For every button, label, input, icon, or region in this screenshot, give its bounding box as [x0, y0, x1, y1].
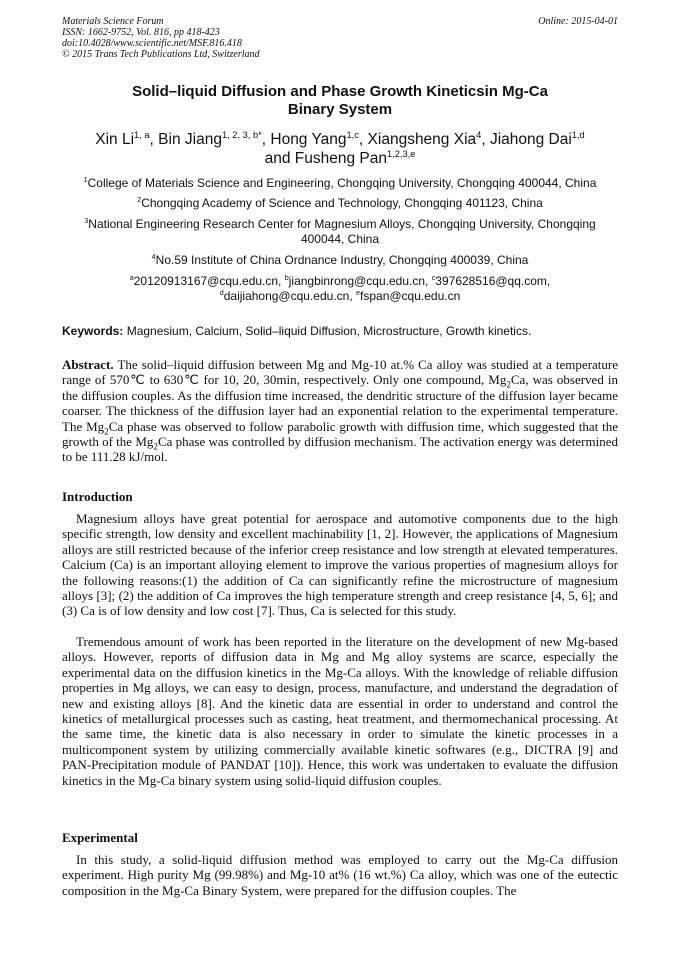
- email-address[interactable]: jiangbinrong@cqu.edu.cn,: [288, 274, 429, 288]
- affiliation-mark: 2: [137, 195, 142, 204]
- affiliation-3: [62, 217, 618, 247]
- author-affil-mark: 1, 2, 3, b*: [221, 129, 262, 140]
- author-affil-mark: 1,d: [571, 129, 585, 140]
- section-heading-experimental: Experimental: [62, 830, 138, 845]
- email-address[interactable]: daijiahong@cqu.edu.cn,: [223, 289, 353, 303]
- title-line-1: Solid–liquid Diffusion and Phase Growth Kineticsin Mg-Ca: [132, 83, 548, 100]
- subscript: 2: [506, 380, 511, 390]
- author-name: Jiahong Dai: [489, 131, 572, 148]
- introduction-paragraph-2: Tremendous amount of work has been reported in the literature on the development of new Mg-based alloys. However, reports of diffusion data in Mg and Mg alloy systems are scarce, especially the experimental data on the diffusion kinetics in the Mg-Ca alloys. With the knowledge of reliable diffusion properties in Mg alloys, we can easy to design, process, manufacture, and understand the degradation of new and existing alloys [8]. And the kinetic data are essential in order to understand and control the kinetics of metallurgical processes such as casting, heat treatment, and thermomechanical processing. At the same time, the kinetic data is also necessary in order to simulate the kinetic processes in a multicomponent system by utilizing commercially available kinetic softwares (e.g., DICTRA [9] and PAN-Precipitation module of PANDAT [10]). Hence, this work was undertaken to evaluate the diffusion kinetics in the Mg-Ca binary system using solid-liquid diffusion couples.: [62, 634, 618, 788]
- introduction-paragraph-1: Magnesium alloys have great potential for aerospace and automotive components due to the high specific strength, low density and excellent machinability [1, 2]. However, the applications of Magnesium alloys are still restricted because of the inferior creep resistance and low strength at elevated temperatures. Calcium (Ca) is an important alloying element to improve the various properties of magnesium alloys for the following reasons:(1) the addition of Ca can significantly refine the microstructure of magnesium alloys [3]; (2) the addition of Ca improves the high temperature strength and creep resistance [4, 5, 6]; and (3) Ca is of low density and low cost [7]. Thus, Ca is selected for this study.: [62, 511, 618, 619]
- author-name: Bin Jiang: [158, 131, 222, 148]
- author-affil-mark: 4: [476, 129, 482, 140]
- online-date: Online: 2015-04-01: [538, 16, 618, 27]
- keywords-line: [62, 324, 618, 339]
- author-name: Hong Yang: [270, 131, 347, 148]
- affiliation-text: College of Materials Science and Engineering, Chongqing University, Chongqing 400044, China: [87, 176, 597, 190]
- affiliation-mark: 1: [83, 175, 88, 184]
- email-mark: d: [219, 288, 224, 297]
- author-conjunction: and: [264, 150, 291, 167]
- experimental-paragraph-1: In this study, a solid-liquid diffusion method was employed to carry out the Mg-Ca diffusion experiment. High purity Mg (99.98%) and Mg-10 at% (16 wt.%) Ca alloy, which was one of the eutectic composition in the Mg-Ca Binary System, were prepared for the diffusion couples. The: [62, 852, 618, 898]
- author-affil-mark: 1,c: [346, 129, 359, 140]
- abstract-label: Abstract.: [62, 357, 114, 372]
- abstract-text: Ca phase was observed to follow parabolic growth with diffusion time, which suggested that the growth of the Mg: [62, 418, 618, 450]
- email-address[interactable]: 20120913167@cqu.edu.cn,: [133, 274, 282, 288]
- title-line-2: Binary System: [287, 101, 393, 118]
- affiliation-text: No.59 Institute of China Ordnance Industry, Chongqing 400039, China: [155, 253, 529, 267]
- affiliation-text: National Engineering Research Center for Magnesium Alloys, Chongqing University, Chongqing: [88, 217, 596, 231]
- email-mark: c: [431, 273, 436, 282]
- author-affil-mark: 1, a: [134, 129, 150, 140]
- affiliation-text: Chongqing Academy of Science and Technology, Chongqing 401123, China: [141, 196, 543, 210]
- paper-title: [62, 83, 618, 119]
- issn-line: ISSN: 1662-9752, Vol. 816, pp 418-423: [62, 27, 220, 38]
- journal-name: Materials Science Forum: [62, 16, 164, 27]
- email-list: [62, 274, 618, 304]
- affiliation-2: [62, 196, 618, 211]
- doi-line: doi:10.4028/www.scientific.net/MSF.816.418: [62, 38, 242, 49]
- abstract-text: Ca, was observed in the diffusion couples. As the diffusion time increased, the dendritic structure of the diffusion layer became coarser. The thickness of the diffusion layer had an exponential relation to the experimental temperature. The Mg: [62, 372, 619, 434]
- affiliation-4: [62, 253, 618, 268]
- subscript: 2: [104, 426, 109, 437]
- abstract-text: The solid–liquid diffusion between Mg and Mg-10 at.% Ca alloy was studied at a temperature range of 570℃ to 630℃ for 10, 20, 30min, respectively. Only one compound, Mg: [62, 357, 618, 388]
- abstract-text: Ca phase was controlled by diffusion mechanism. The activation energy was determined to be 111.28 kJ/mol.: [62, 434, 618, 465]
- email-address[interactable]: fspan@cqu.edu.cn: [360, 289, 461, 303]
- abstract-paragraph: [62, 357, 618, 465]
- email-address[interactable]: 397628516@qq.com,: [435, 274, 551, 288]
- author-list: Xin Li$^{1, a}$, Bin Jiang$^{1, 2, 3, b*}$, Hong Yang$^{1,c}$, Xiangsheng Xia$^4$, Jiahong Dai$^{1,d}$ and Fusheng Pan$^{1,2,3,e}$: [95, 129, 585, 167]
- journal-header: [62, 16, 618, 60]
- email-mark: b: [284, 273, 289, 282]
- section-heading-introduction: Introduction: [62, 489, 133, 504]
- copyright-line: © 2015 Trans Tech Publications Ltd, Switzerland: [62, 49, 260, 60]
- subscript: 2: [153, 441, 158, 452]
- affiliation-1: [62, 176, 618, 191]
- author-name: Fusheng Pan: [294, 150, 387, 167]
- author-affil-mark: 1,2,3,e: [386, 148, 416, 159]
- email-mark: e: [356, 288, 361, 297]
- keywords-text: Magnesium, Calcium, Solid–liquid Diffusion, Microstructure, Growth kinetics.: [123, 324, 532, 338]
- affiliation-mark: 4: [151, 252, 156, 261]
- author-name: Xiangsheng Xia: [367, 131, 477, 148]
- affiliation-mark: 3: [84, 216, 89, 225]
- keywords-label: Keywords:: [62, 324, 124, 338]
- affiliation-text: 400044, China: [300, 232, 380, 246]
- email-mark: a: [129, 273, 134, 282]
- author-name: Xin Li: [95, 131, 135, 148]
